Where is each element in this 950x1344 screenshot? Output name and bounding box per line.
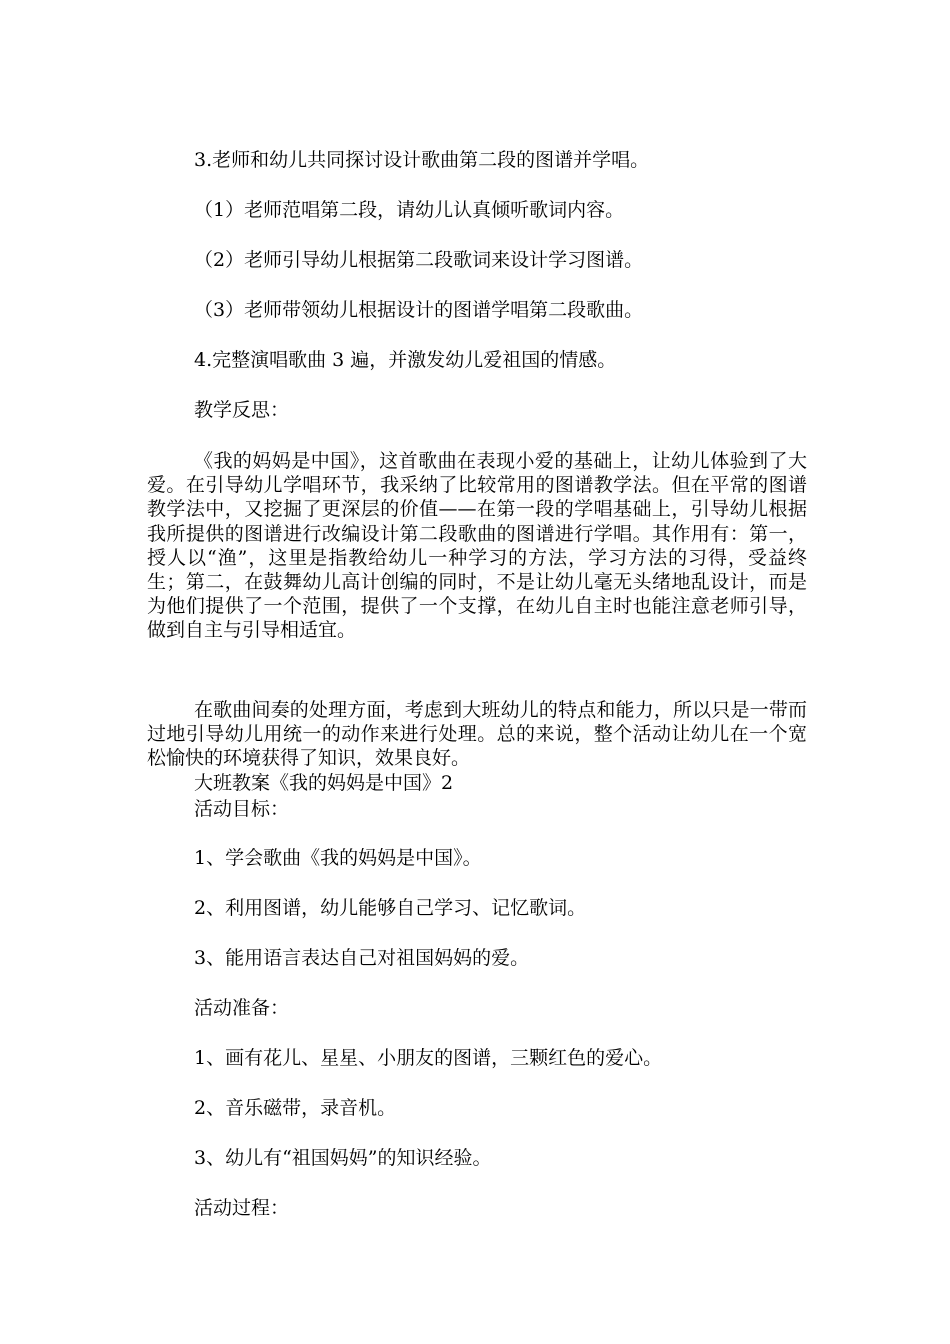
step-3-text: 3.老师和幼儿共同探讨设计歌曲第二段的图谱并学唱。 [194,149,650,171]
prep-heading: 活动准备： [194,997,290,1019]
goal-3-text: 3、能用语言表达自己对祖国妈妈的爱。 [194,947,530,969]
reflection-paragraph-2: 在歌曲间奏的处理方面，考虑到大班幼儿的特点和能力，所以只是一带而过地引导幼儿用统一的动作来进行处理。总的来说，整个活动让幼儿在一个宽松愉快的环境获得了知识，效果良好。 [147,699,807,770]
process-heading: 活动过程： [194,1197,290,1219]
reflection-paragraph-1: 《我的妈妈是中国》，这首歌曲在表现小爱的基础上，让幼儿体验到了大爱。在引导幼儿学唱环节，我采纳了比较常用的图谱教学法。但在平常的图谱教学法中，又挖掘了更深层的价值——在第一段的学唱基础上，引导幼儿根据我所提供的图谱进行改编设计第二段歌曲的图谱进行学唱。其作用有：第一，授人以“渔”，这里是指教给幼儿一种学习的方法，学习方法的习得，受益终生；第二，在鼓舞幼儿高计创编的同时，不是让幼儿毫无头绪地乱设计，而是为他们提供了一个范围，提供了一个支撑，在幼儿自主时也能注意老师引导，做到自主与引导相适宜。 [147,450,807,642]
reflection-heading: 教学反思： [194,399,290,421]
prep-3-text: 3、幼儿有“祖国妈妈”的知识经验。 [194,1147,492,1169]
goals-heading: 活动目标： [194,798,290,820]
sub-step-3-text: （3）老师带领幼儿根据设计的图谱学唱第二段歌曲。 [194,299,644,321]
lesson-2-title: 大班教案《我的妈妈是中国》2 [194,772,454,794]
sub-step-2-text: （2）老师引导幼儿根据第二段歌词来设计学习图谱。 [194,249,644,271]
prep-2-text: 2、音乐磁带，录音机。 [194,1097,397,1119]
goal-2-text: 2、利用图谱，幼儿能够自己学习、记忆歌词。 [194,897,587,919]
sub-step-1-text: （1）老师范唱第二段，请幼儿认真倾听歌词内容。 [194,199,625,221]
prep-1-text: 1、画有花儿、星星、小朋友的图谱，三颗红色的爱心。 [194,1047,663,1069]
goal-1-text: 1、学会歌曲《我的妈妈是中国》。 [194,847,482,869]
step-4-text: 4.完整演唱歌曲 3 遍，并激发幼儿爱祖国的情感。 [194,349,617,371]
